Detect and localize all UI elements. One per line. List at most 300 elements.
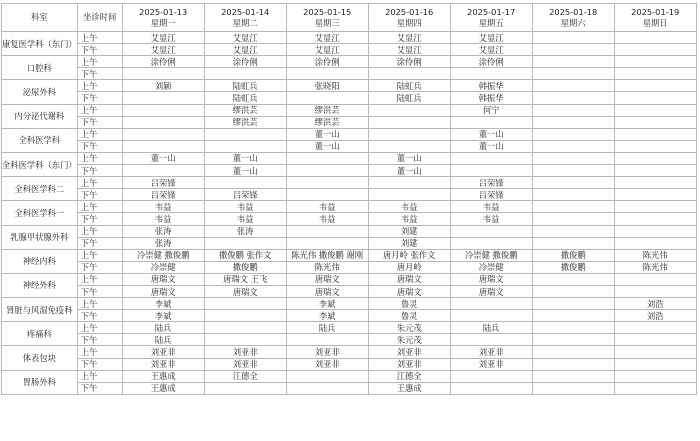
day-header <box>286 4 368 32</box>
day-date: 2025-01-17 <box>467 6 516 17</box>
schedule-body <box>2 32 697 395</box>
doctor-cell: 吕荣锋 <box>204 189 286 201</box>
doctor-cell: 刘亚非 <box>450 358 532 370</box>
doctor-cell <box>532 177 614 189</box>
session-label: 上午 <box>77 32 122 44</box>
doctor-cell: 韩振华 <box>450 80 532 92</box>
doctor-cell: 韦益 <box>450 201 532 213</box>
day-date: 2025-01-14 <box>221 6 270 17</box>
doctor-cell: 陆虹兵 <box>204 92 286 104</box>
doctor-cell <box>450 298 532 310</box>
doctor-cell <box>368 68 450 80</box>
doctor-cell: 陆虹兵 <box>204 80 286 92</box>
session-label: 上午 <box>77 177 122 189</box>
doctor-cell: 刘浩 <box>614 298 696 310</box>
doctor-cell: 刘亚非 <box>450 346 532 358</box>
session-label: 下午 <box>77 116 122 128</box>
doctor-cell <box>532 322 614 334</box>
dept-header: 科室 <box>2 4 78 32</box>
doctor-cell: 涂伶俐 <box>286 56 368 68</box>
table-row <box>2 249 697 261</box>
doctor-cell <box>532 285 614 297</box>
doctor-cell: 韦益 <box>286 213 368 225</box>
session-label: 上午 <box>77 80 122 92</box>
doctor-cell: 刘亚非 <box>204 358 286 370</box>
doctor-cell <box>204 177 286 189</box>
doctor-cell <box>532 165 614 177</box>
doctor-cell <box>532 237 614 249</box>
doctor-cell <box>204 322 286 334</box>
session-label: 上午 <box>77 128 122 140</box>
doctor-cell: 陆虹兵 <box>368 92 450 104</box>
doctor-cell <box>450 310 532 322</box>
doctor-cell <box>532 298 614 310</box>
table-row <box>2 68 697 80</box>
doctor-cell <box>532 140 614 152</box>
table-row <box>2 334 697 346</box>
table-row <box>2 32 697 44</box>
doctor-cell <box>532 92 614 104</box>
table-row <box>2 310 697 322</box>
doctor-cell: 艾显江 <box>122 32 204 44</box>
doctor-cell <box>204 128 286 140</box>
doctor-cell <box>532 56 614 68</box>
department-name: 疼痛科 <box>2 322 78 346</box>
doctor-cell: 艾显江 <box>450 32 532 44</box>
doctor-cell: 艾显江 <box>368 32 450 44</box>
doctor-cell: 刘亚非 <box>368 358 450 370</box>
schedule-table <box>1 3 697 395</box>
table-row <box>2 237 697 249</box>
doctor-cell <box>614 68 696 80</box>
table-row <box>2 104 697 116</box>
doctor-cell <box>532 213 614 225</box>
department-name: 康复医学科（东门） <box>2 32 78 56</box>
doctor-cell: 艾显江 <box>368 44 450 56</box>
doctor-cell: 唐瑞文 <box>286 285 368 297</box>
doctor-cell <box>450 382 532 394</box>
doctor-cell: 陈光伟 <box>286 261 368 273</box>
doctor-cell <box>614 273 696 285</box>
doctor-cell <box>614 177 696 189</box>
doctor-cell: 韦益 <box>368 213 450 225</box>
department-name: 全科医学科一 <box>2 201 78 225</box>
table-row <box>2 80 697 92</box>
session-label: 上午 <box>77 225 122 237</box>
doctor-cell <box>614 213 696 225</box>
doctor-cell: 吕荣锋 <box>122 177 204 189</box>
doctor-cell: 吕荣锋 <box>450 189 532 201</box>
doctor-cell <box>450 152 532 164</box>
doctor-cell: 撒俊鹏 <box>532 261 614 273</box>
doctor-cell: 陆虹兵 <box>368 80 450 92</box>
doctor-cell: 艾显江 <box>450 44 532 56</box>
doctor-cell <box>614 346 696 358</box>
session-label: 上午 <box>77 56 122 68</box>
doctor-cell: 陆兵 <box>122 322 204 334</box>
session-label: 上午 <box>77 370 122 382</box>
day-weekday: 星期日 <box>642 17 668 28</box>
doctor-cell <box>368 177 450 189</box>
doctor-cell: 何宁 <box>450 104 532 116</box>
doctor-cell: 刘浩 <box>614 310 696 322</box>
doctor-cell: 陆兵 <box>286 322 368 334</box>
doctor-cell <box>614 116 696 128</box>
doctor-cell: 鲁灵 <box>368 310 450 322</box>
doctor-cell <box>532 80 614 92</box>
department-name: 乳腺甲状腺外科 <box>2 225 78 249</box>
doctor-cell: 朱元茂 <box>368 334 450 346</box>
doctor-cell: 陈光伟 <box>614 261 696 273</box>
doctor-cell: 缪洪芸 <box>204 104 286 116</box>
doctor-cell: 刘建 <box>368 237 450 249</box>
doctor-cell: 李斌 <box>286 310 368 322</box>
doctor-cell: 鲁灵 <box>368 298 450 310</box>
doctor-cell <box>532 370 614 382</box>
doctor-cell: 韦益 <box>368 201 450 213</box>
doctor-cell <box>614 165 696 177</box>
session-header: 坐诊时间 <box>77 4 122 32</box>
doctor-cell <box>204 68 286 80</box>
doctor-cell <box>614 44 696 56</box>
doctor-cell: 缪洪芸 <box>286 104 368 116</box>
doctor-cell <box>204 298 286 310</box>
doctor-cell <box>614 322 696 334</box>
table-row <box>2 140 697 152</box>
table-row <box>2 322 697 334</box>
table-row <box>2 165 697 177</box>
doctor-cell: 董一山 <box>204 152 286 164</box>
doctor-cell: 陆兵 <box>122 334 204 346</box>
doctor-cell: 唐瑞文 <box>286 273 368 285</box>
department-name: 内分泌代谢科 <box>2 104 78 128</box>
doctor-cell <box>368 128 450 140</box>
day-weekday: 星期四 <box>396 17 422 28</box>
doctor-cell <box>532 68 614 80</box>
table-row <box>2 225 697 237</box>
doctor-cell <box>450 237 532 249</box>
doctor-cell <box>614 189 696 201</box>
doctor-cell <box>368 140 450 152</box>
doctor-cell: 刘颖 <box>122 80 204 92</box>
department-name: 肾脏与风湿免疫科 <box>2 298 78 322</box>
table-row <box>2 370 697 382</box>
day-weekday: 星期二 <box>232 17 258 28</box>
doctor-cell <box>450 370 532 382</box>
doctor-cell: 张晓阳 <box>286 80 368 92</box>
doctor-cell: 唐瑞文 <box>368 273 450 285</box>
day-header <box>614 4 696 32</box>
doctor-cell: 涂伶俐 <box>368 56 450 68</box>
table-row <box>2 152 697 164</box>
day-header <box>532 4 614 32</box>
doctor-cell <box>286 177 368 189</box>
doctor-cell: 江德全 <box>204 370 286 382</box>
day-weekday: 星期一 <box>150 17 176 28</box>
table-row <box>2 382 697 394</box>
doctor-cell: 李斌 <box>286 298 368 310</box>
doctor-cell <box>368 116 450 128</box>
doctor-cell <box>532 334 614 346</box>
doctor-cell <box>450 334 532 346</box>
doctor-cell: 陆兵 <box>450 322 532 334</box>
doctor-cell <box>614 225 696 237</box>
doctor-cell <box>450 68 532 80</box>
department-name: 全科医学科（东门） <box>2 152 78 176</box>
doctor-cell: 董一山 <box>450 128 532 140</box>
doctor-cell <box>122 68 204 80</box>
session-label: 下午 <box>77 140 122 152</box>
doctor-cell <box>286 189 368 201</box>
table-row <box>2 201 697 213</box>
doctor-cell <box>614 92 696 104</box>
day-weekday: 星期三 <box>314 17 340 28</box>
doctor-cell: 刘亚非 <box>122 346 204 358</box>
doctor-cell <box>450 225 532 237</box>
doctor-cell <box>368 189 450 201</box>
doctor-cell: 缪洪芸 <box>204 116 286 128</box>
doctor-cell: 韦益 <box>204 201 286 213</box>
doctor-cell <box>532 382 614 394</box>
doctor-cell <box>532 152 614 164</box>
doctor-cell <box>532 104 614 116</box>
doctor-cell <box>532 273 614 285</box>
doctor-cell <box>614 358 696 370</box>
session-label: 上午 <box>77 249 122 261</box>
doctor-cell: 张涛 <box>204 225 286 237</box>
doctor-cell: 董一山 <box>450 140 532 152</box>
day-date: 2025-01-16 <box>385 6 434 17</box>
doctor-cell <box>614 382 696 394</box>
session-label: 上午 <box>77 104 122 116</box>
doctor-cell: 唐瑞文 <box>450 285 532 297</box>
doctor-cell: 刘亚非 <box>368 346 450 358</box>
doctor-cell <box>614 32 696 44</box>
session-label: 上午 <box>77 322 122 334</box>
doctor-cell: 韦益 <box>122 201 204 213</box>
doctor-cell: 撒俊鹏 张作文 <box>204 249 286 261</box>
table-row <box>2 213 697 225</box>
session-label: 下午 <box>77 213 122 225</box>
table-row <box>2 346 697 358</box>
session-label: 下午 <box>77 285 122 297</box>
doctor-cell: 刘亚非 <box>122 358 204 370</box>
doctor-cell: 韩振华 <box>450 92 532 104</box>
doctor-cell: 董一山 <box>368 165 450 177</box>
doctor-cell: 江德全 <box>368 370 450 382</box>
doctor-cell: 韦益 <box>450 213 532 225</box>
doctor-cell: 陈光伟 撒俊鹏 谢刚 <box>286 249 368 261</box>
department-name: 胃肠外科 <box>2 370 78 394</box>
session-label: 上午 <box>77 201 122 213</box>
session-label: 上午 <box>77 298 122 310</box>
doctor-cell <box>532 128 614 140</box>
department-name: 口腔科 <box>2 56 78 80</box>
doctor-cell: 张涛 <box>122 225 204 237</box>
doctor-cell: 李斌 <box>122 310 204 322</box>
doctor-cell <box>614 128 696 140</box>
doctor-cell <box>532 346 614 358</box>
doctor-cell <box>204 310 286 322</box>
department-name: 体表包块 <box>2 346 78 370</box>
doctor-cell <box>450 116 532 128</box>
session-label: 下午 <box>77 68 122 80</box>
day-date: 2025-01-18 <box>549 6 598 17</box>
doctor-cell: 唐瑞文 <box>122 285 204 297</box>
day-header <box>450 4 532 32</box>
doctor-cell <box>532 116 614 128</box>
doctor-cell <box>532 32 614 44</box>
doctor-cell <box>286 370 368 382</box>
table-row <box>2 273 697 285</box>
doctor-cell: 张涛 <box>122 237 204 249</box>
doctor-cell: 刘建 <box>368 225 450 237</box>
day-header <box>122 4 204 32</box>
doctor-cell: 陈光伟 <box>614 249 696 261</box>
doctor-cell: 刘亚非 <box>286 358 368 370</box>
department-name: 泌尿外科 <box>2 80 78 104</box>
doctor-cell: 撒俊鹏 <box>532 249 614 261</box>
doctor-cell <box>614 370 696 382</box>
doctor-cell <box>204 334 286 346</box>
doctor-cell <box>614 140 696 152</box>
doctor-cell <box>122 165 204 177</box>
doctor-cell: 艾显江 <box>204 32 286 44</box>
doctor-cell <box>122 92 204 104</box>
day-header <box>204 4 286 32</box>
doctor-cell: 冷崇健 撒俊鹏 <box>450 249 532 261</box>
day-date: 2025-01-19 <box>631 6 680 17</box>
doctor-cell: 冷崇健 <box>450 261 532 273</box>
table-row <box>2 56 697 68</box>
doctor-cell <box>532 310 614 322</box>
doctor-cell: 艾显江 <box>204 44 286 56</box>
doctor-cell: 韦益 <box>286 201 368 213</box>
doctor-cell: 撒俊鹏 <box>204 261 286 273</box>
day-date: 2025-01-15 <box>303 6 352 17</box>
table-row <box>2 298 697 310</box>
session-label: 下午 <box>77 189 122 201</box>
doctor-cell <box>122 116 204 128</box>
day-date: 2025-01-13 <box>139 6 188 17</box>
doctor-cell: 冷崇健 撒俊鹏 <box>122 249 204 261</box>
table-row <box>2 177 697 189</box>
doctor-cell <box>122 104 204 116</box>
doctor-cell <box>286 225 368 237</box>
doctor-cell <box>614 80 696 92</box>
doctor-cell: 涂伶俐 <box>204 56 286 68</box>
doctor-cell <box>532 189 614 201</box>
doctor-cell <box>204 140 286 152</box>
department-name: 全科医学科二 <box>2 177 78 201</box>
doctor-cell <box>532 358 614 370</box>
doctor-cell: 王惠成 <box>122 382 204 394</box>
doctor-cell <box>614 56 696 68</box>
doctor-cell <box>450 165 532 177</box>
doctor-cell: 吕荣锋 <box>122 189 204 201</box>
doctor-cell: 王惠成 <box>368 382 450 394</box>
doctor-cell: 董一山 <box>368 152 450 164</box>
doctor-cell <box>532 44 614 56</box>
session-label: 上午 <box>77 346 122 358</box>
session-label: 下午 <box>77 310 122 322</box>
doctor-cell: 韦益 <box>122 213 204 225</box>
table-row <box>2 285 697 297</box>
doctor-cell: 艾显江 <box>286 32 368 44</box>
doctor-cell: 韦益 <box>204 213 286 225</box>
doctor-cell: 吕荣锋 <box>450 177 532 189</box>
session-label: 上午 <box>77 152 122 164</box>
doctor-cell <box>286 68 368 80</box>
session-label: 下午 <box>77 165 122 177</box>
header-row <box>2 4 697 32</box>
doctor-cell: 董一山 <box>286 140 368 152</box>
doctor-cell: 冷崇健 <box>122 261 204 273</box>
doctor-cell <box>286 334 368 346</box>
doctor-cell <box>614 104 696 116</box>
session-label: 下午 <box>77 92 122 104</box>
doctor-cell: 唐月岭 张作文 <box>368 249 450 261</box>
doctor-cell: 朱元茂 <box>368 322 450 334</box>
table-row <box>2 358 697 370</box>
table-row <box>2 189 697 201</box>
day-header <box>368 4 450 32</box>
table-row <box>2 116 697 128</box>
doctor-cell: 刘亚非 <box>286 346 368 358</box>
doctor-cell: 董一山 <box>122 152 204 164</box>
doctor-cell <box>614 285 696 297</box>
doctor-cell <box>368 104 450 116</box>
table-row <box>2 92 697 104</box>
table-row <box>2 128 697 140</box>
session-label: 下午 <box>77 382 122 394</box>
doctor-cell <box>614 201 696 213</box>
doctor-cell: 唐瑞文 王飞 <box>204 273 286 285</box>
doctor-cell: 唐瑞文 <box>450 273 532 285</box>
doctor-cell <box>286 382 368 394</box>
doctor-cell <box>286 152 368 164</box>
doctor-cell <box>122 128 204 140</box>
doctor-cell: 唐月岭 <box>368 261 450 273</box>
doctor-cell: 刘亚非 <box>204 346 286 358</box>
session-label: 下午 <box>77 237 122 249</box>
doctor-cell: 李斌 <box>122 298 204 310</box>
doctor-cell: 艾显江 <box>286 44 368 56</box>
doctor-cell: 艾显江 <box>122 44 204 56</box>
session-label: 下午 <box>77 44 122 56</box>
day-weekday: 星期六 <box>560 17 586 28</box>
doctor-cell: 缪洪芸 <box>286 116 368 128</box>
doctor-cell <box>286 237 368 249</box>
session-label: 下午 <box>77 261 122 273</box>
doctor-cell <box>286 92 368 104</box>
day-weekday: 星期五 <box>478 17 504 28</box>
doctor-cell: 涂伶俐 <box>122 56 204 68</box>
doctor-cell <box>532 201 614 213</box>
doctor-cell <box>614 334 696 346</box>
table-row <box>2 261 697 273</box>
doctor-cell <box>286 165 368 177</box>
doctor-cell <box>204 382 286 394</box>
session-label: 下午 <box>77 358 122 370</box>
doctor-cell: 唐瑞文 <box>122 273 204 285</box>
doctor-cell: 唐瑞文 <box>204 285 286 297</box>
department-name: 神经内科 <box>2 249 78 273</box>
doctor-cell: 涂伶俐 <box>450 56 532 68</box>
session-label: 上午 <box>77 273 122 285</box>
doctor-cell <box>532 225 614 237</box>
doctor-cell <box>614 237 696 249</box>
